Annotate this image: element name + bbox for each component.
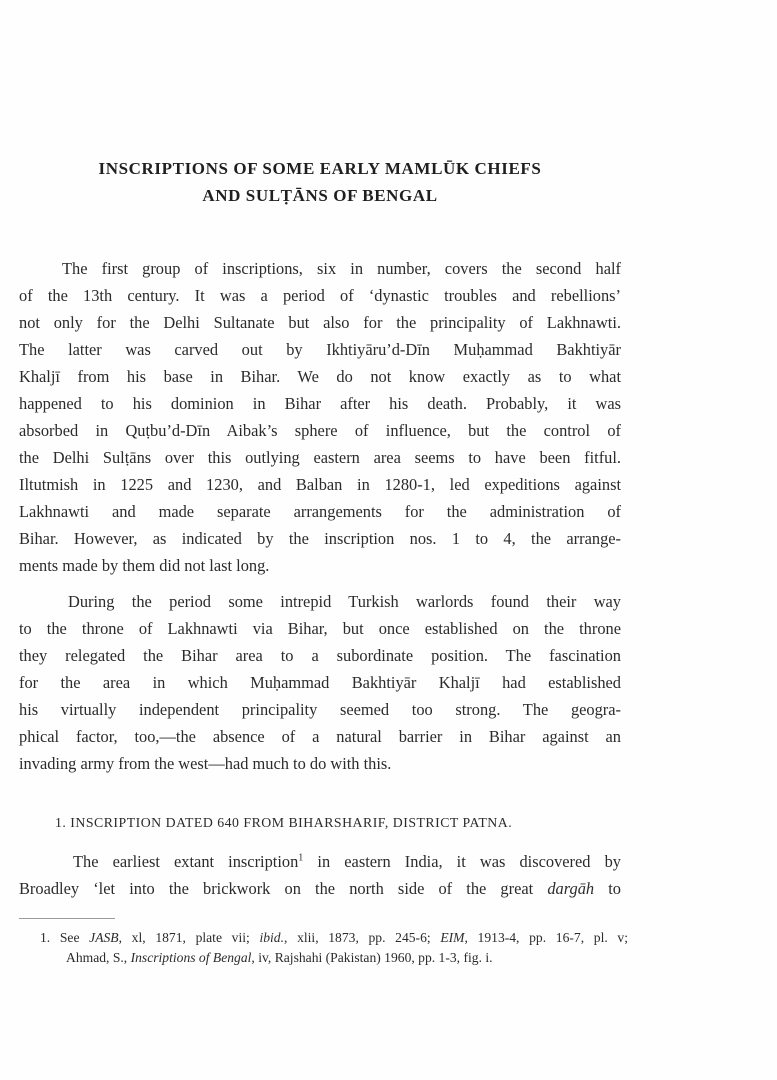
text-line: Bihar. However, as indicated by the inscription nos. 1 to 4, the arrange- xyxy=(19,529,621,548)
text-line: they relegated the Bihar area to a subordinate position. The fascination xyxy=(19,646,621,665)
text-line: ments made by them did not last long. xyxy=(19,556,270,575)
text-span: , 1913-4, pp. 16-7, pl. v; xyxy=(464,930,628,945)
text-line: phical factor, too,—the absence of a natural barrier in Bihar against an xyxy=(19,727,621,746)
text-span: Broadley ‘let into the brickwork on the north side of the great xyxy=(19,879,548,898)
text-line: for the area in which Muḥammad Bakhtiyār Khaljī had established xyxy=(19,673,621,692)
page-title-line-1: INSCRIPTIONS OF SOME EARLY MAMLŪK CHIEFS xyxy=(98,159,542,178)
text-span: The earliest extant inscription xyxy=(73,852,299,871)
text-line: Iltutmish in 1225 and 1230, and Balban in 1280-1, led expeditions against xyxy=(19,475,621,494)
text-line: the Delhi Sulṭāns over this outlying eastern area seems to have been fitful. xyxy=(19,448,621,467)
section-heading: 1. INSCRIPTION DATED 640 FROM BIHARSHARIF, DISTRICT PATNA. xyxy=(55,815,513,830)
text-line: invading army from the west—had much to do with this. xyxy=(19,754,392,773)
text-line: absorbed in Quṭbu’d-Dīn Aibak’s sphere of influence, but the control of xyxy=(19,421,621,440)
text-line: his virtually independent principality seemed too strong. The geogra- xyxy=(19,700,621,719)
text-line: The first group of inscriptions, six in number, covers the second half xyxy=(62,259,621,278)
text-span: in eastern India, it was discovered by xyxy=(303,852,621,871)
text-line: Lakhnawti and made separate arrangements for the administration of xyxy=(19,502,621,521)
text-line xyxy=(19,879,621,899)
footnote-line-2 xyxy=(66,950,493,966)
footnote-marker: 1 xyxy=(298,852,304,864)
text-line xyxy=(73,852,621,872)
italic-term: Inscriptions of Bengal xyxy=(130,950,252,965)
text-line: The latter was carved out by Ikhtiyāru’d-Dīn Muḥammad Bakhtiyār xyxy=(19,340,621,359)
italic-term: dargāh xyxy=(547,879,595,898)
italic-term: JASB xyxy=(89,930,119,945)
text-line: of the 13th century. It was a period of ‘dynastic troubles and rebellions’ xyxy=(19,286,621,305)
text-span: , xl, 1871, plate vii; xyxy=(118,930,260,945)
text-line: During the period some intrepid Turkish warlords found their way xyxy=(68,592,621,611)
text-span: Ahmad, S., xyxy=(66,950,131,965)
text-line: to the throne of Lakhnawti via Bihar, but once established on the throne xyxy=(19,619,621,638)
italic-term: EIM xyxy=(440,930,465,945)
text-line: Khaljī from his base in Bihar. We do not know exactly as to what xyxy=(19,367,621,386)
text-line: not only for the Delhi Sultanate but also for the principality of Lakhnawti. xyxy=(19,313,621,332)
footnote-line-1 xyxy=(40,930,628,946)
text-span: 1. See xyxy=(40,930,90,945)
footnote-divider xyxy=(19,918,115,919)
text-span: , iv, Rajshahi (Pakistan) 1960, pp. 1-3, fig. i. xyxy=(251,950,493,965)
page-title-line-2: AND SULṬĀNS OF BENGAL xyxy=(202,186,438,205)
italic-term: ibid. xyxy=(259,930,284,945)
text-line: happened to his dominion in Bihar after his death. Probably, it was xyxy=(19,394,621,413)
text-span: to xyxy=(594,879,621,898)
text-span: , xlii, 1873, pp. 245-6; xyxy=(284,930,441,945)
